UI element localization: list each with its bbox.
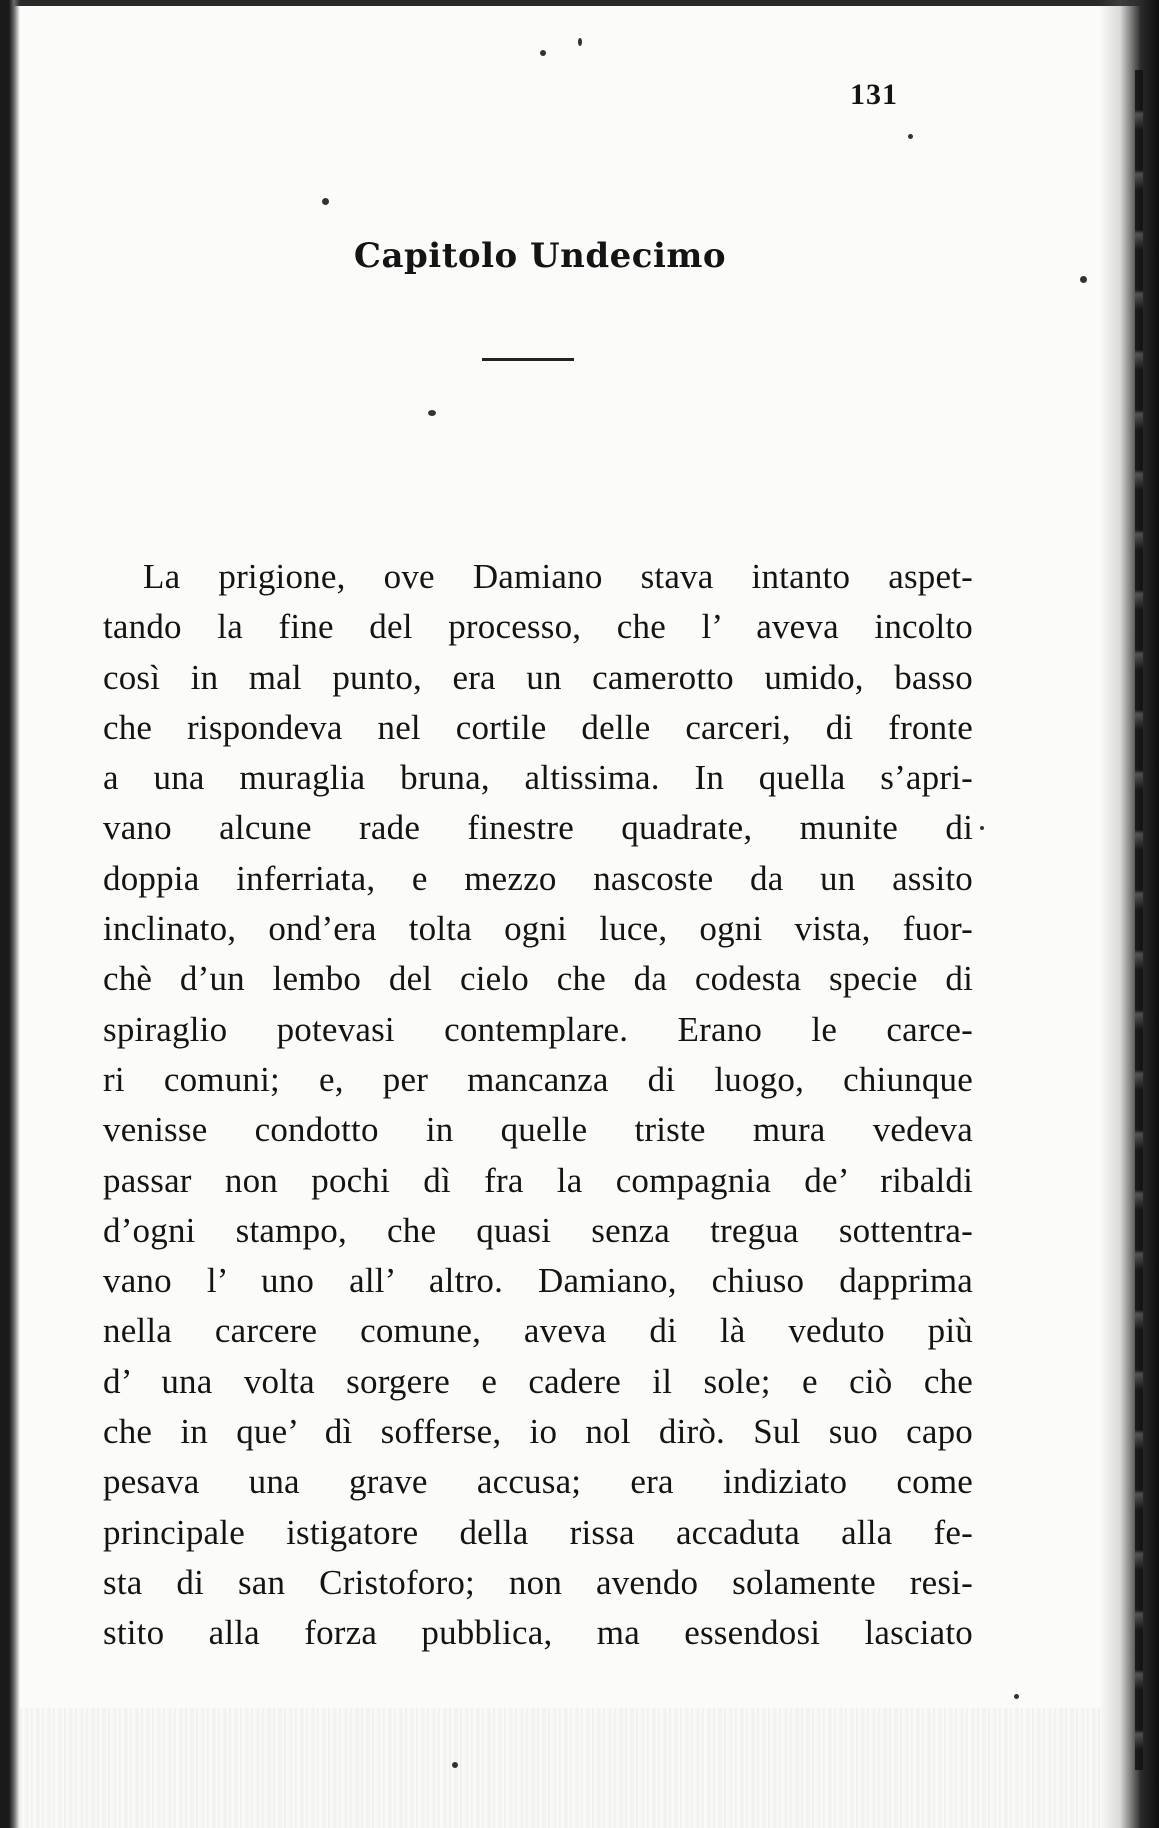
scan-right-edge [1099, 0, 1159, 1828]
text-line: vano l’ uno all’ altro. Damiano, chiuso dapprima [103, 1261, 973, 1301]
scan-bottom-noise [20, 1708, 1100, 1828]
text-line: La prigione, ove Damiano stava intanto aspet- [143, 557, 973, 596]
scan-speck [322, 198, 329, 205]
chapter-body-paragraph [103, 552, 973, 1659]
scan-binding-shadow [1135, 70, 1143, 1770]
text-line: spiraglio potevasi contemplare. Erano le carce- [103, 1009, 973, 1049]
text-line: d’ una volta sorgere e cadere il sole; e ciò che [103, 1361, 973, 1401]
scan-speck [540, 50, 546, 56]
text-line: stito alla forza pubblica, ma essendosi lasciato [103, 1613, 973, 1653]
text-line: principale istigatore della rissa accaduta alla fe- [103, 1512, 973, 1552]
text-line: inclinato, ond’era tolta ogni luce, ogni vista, fuor- [103, 909, 973, 949]
text-line: a una muraglia bruna, altissima. In quella s’apri- [103, 758, 973, 798]
text-line: d’ogni stampo, che quasi senza tregua sottentra- [103, 1210, 973, 1250]
text-line: sta di san Cristoforo; non avendo solamente resi- [103, 1562, 973, 1602]
text-line: tando la fine del processo, che l’ aveva incolto [103, 607, 973, 647]
scan-speck [908, 134, 913, 139]
scan-speck [980, 826, 984, 830]
text-line: passar non pochi dì fra la compagnia de’ ribaldi [103, 1160, 973, 1200]
scan-speck [1014, 1694, 1019, 1699]
scan-left-edge [0, 0, 20, 1828]
page-number: 131 [850, 78, 898, 111]
text-line: nella carcere comune, aveva di là veduto più [103, 1311, 973, 1351]
scan-top-edge [0, 0, 1159, 6]
text-line: chè d’un lembo del cielo che da codesta specie di [103, 959, 973, 999]
title-divider [482, 358, 574, 361]
scan-speck [578, 38, 582, 46]
text-line: venisse condotto in quelle triste mura vedeva [103, 1110, 973, 1150]
text-line: che in que’ dì sofferse, io nol dirò. Sul suo capo [103, 1412, 973, 1452]
chapter-title: Capitolo Undecimo [353, 236, 727, 276]
text-line: che rispondeva nel cortile delle carceri, di fronte [103, 707, 973, 747]
scan-speck [452, 1762, 458, 1768]
text-line: doppia inferriata, e mezzo nascoste da un assito [103, 858, 973, 898]
scan-speck [428, 410, 436, 416]
text-line: pesava una grave accusa; era indiziato come [103, 1462, 973, 1502]
text-line: ri comuni; e, per mancanza di luogo, chiunque [103, 1059, 973, 1099]
scan-speck [1080, 276, 1087, 283]
text-line: vano alcune rade finestre quadrate, munite di [103, 808, 973, 848]
text-line: così in mal punto, era un camerotto umido, basso [103, 657, 973, 697]
